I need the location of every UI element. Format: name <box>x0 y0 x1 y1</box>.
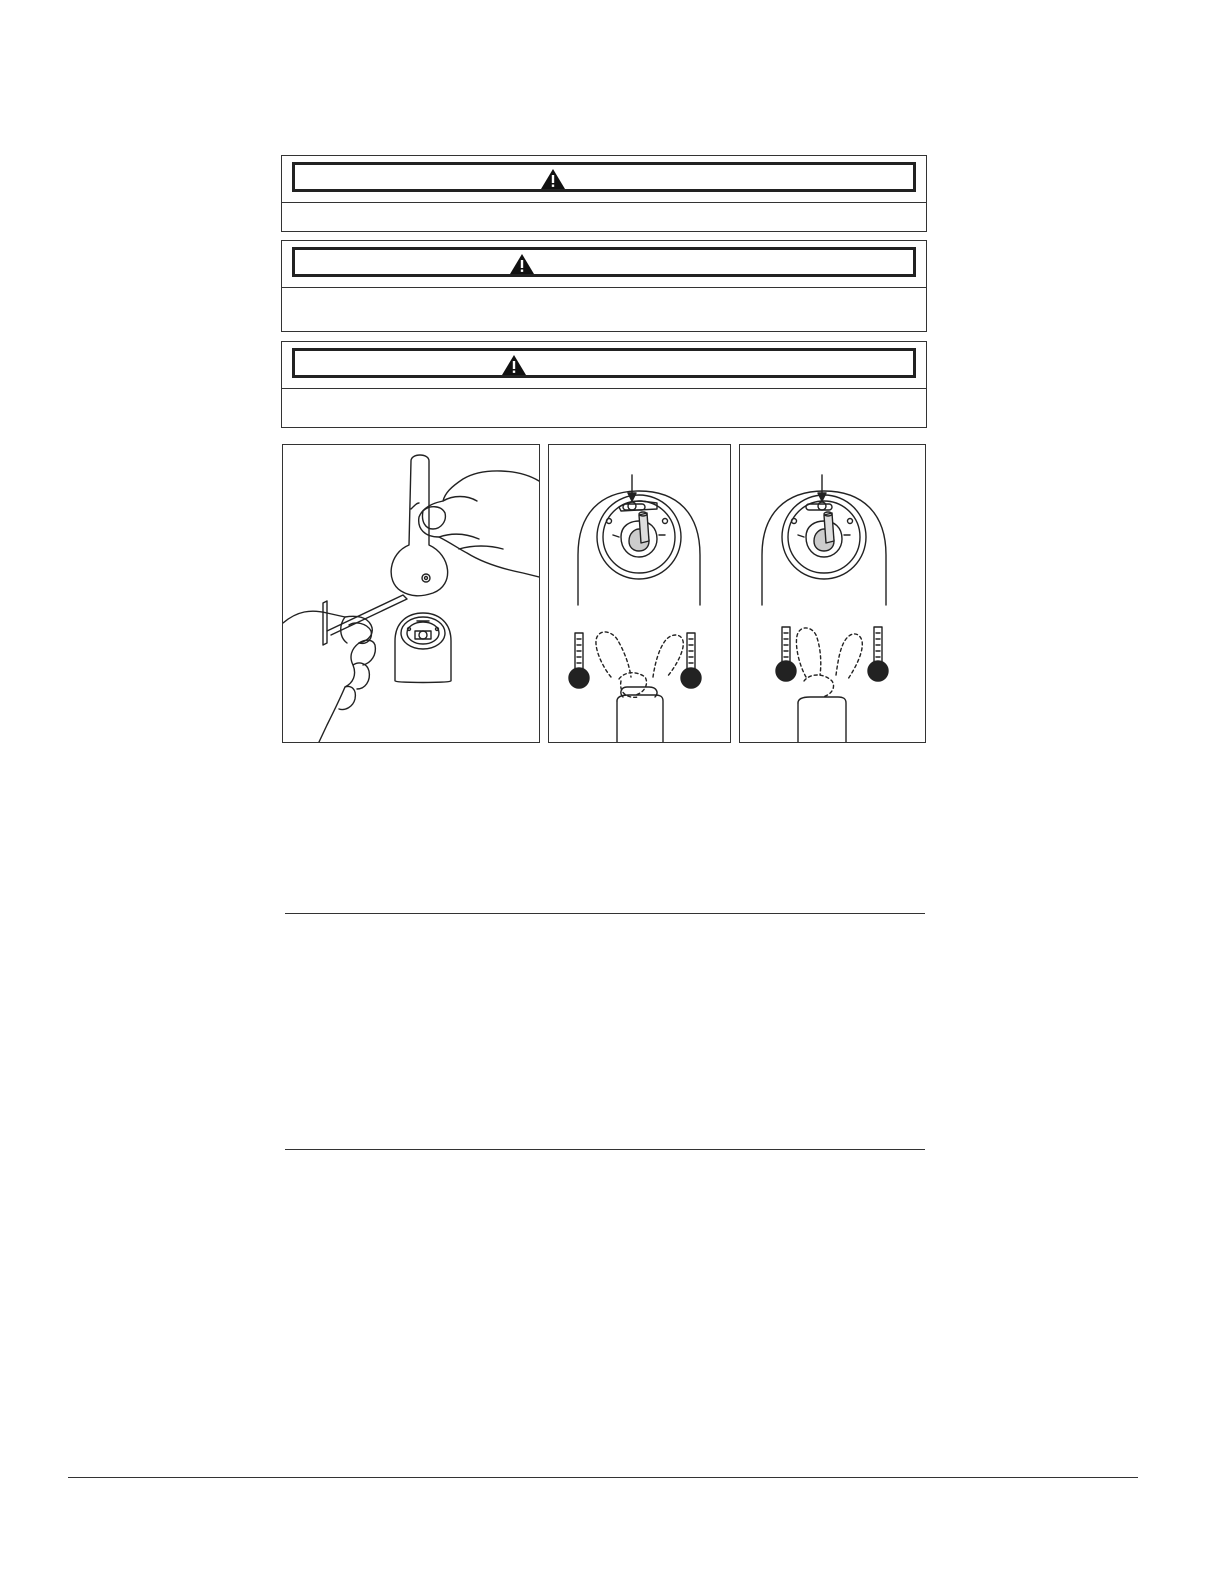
warning-header-2 <box>292 247 916 277</box>
thermometer-icon-hot <box>681 633 701 688</box>
section-divider-2 <box>285 1149 925 1150</box>
warning-header-1 <box>292 162 916 192</box>
arrow-down-icon <box>818 475 826 501</box>
dashed-finger-left <box>796 628 820 677</box>
valve-body-small <box>395 613 451 683</box>
warning-header-3 <box>292 348 916 378</box>
thermometer-icon-hot <box>868 627 888 681</box>
warning-divider-3 <box>282 388 926 389</box>
warning-triangle-icon <box>501 354 527 376</box>
footer-rule <box>68 1477 1138 1478</box>
thermometer-icon-cold <box>569 633 589 688</box>
right-hand <box>419 471 539 577</box>
thermometer-icon-cold <box>776 627 796 681</box>
warning-divider-1 <box>282 202 926 203</box>
figure-limit-stop-position-a <box>548 444 731 743</box>
dashed-finger-right <box>653 635 683 677</box>
arrow-down-icon <box>628 475 636 501</box>
warning-box-3 <box>281 341 927 428</box>
warning-triangle-icon <box>509 253 535 275</box>
figure-remove-handle <box>282 444 540 743</box>
warning-box-2 <box>281 240 927 332</box>
hex-key <box>323 601 327 645</box>
warning-box-1 <box>281 155 927 232</box>
warning-triangle-icon <box>540 168 566 190</box>
figure-limit-stop-position-b <box>739 444 926 743</box>
dashed-finger-left <box>596 632 631 677</box>
handle-screw <box>422 574 430 582</box>
warning-divider-2 <box>282 287 926 288</box>
section-divider-1 <box>285 913 925 914</box>
dashed-finger-right <box>836 634 862 679</box>
